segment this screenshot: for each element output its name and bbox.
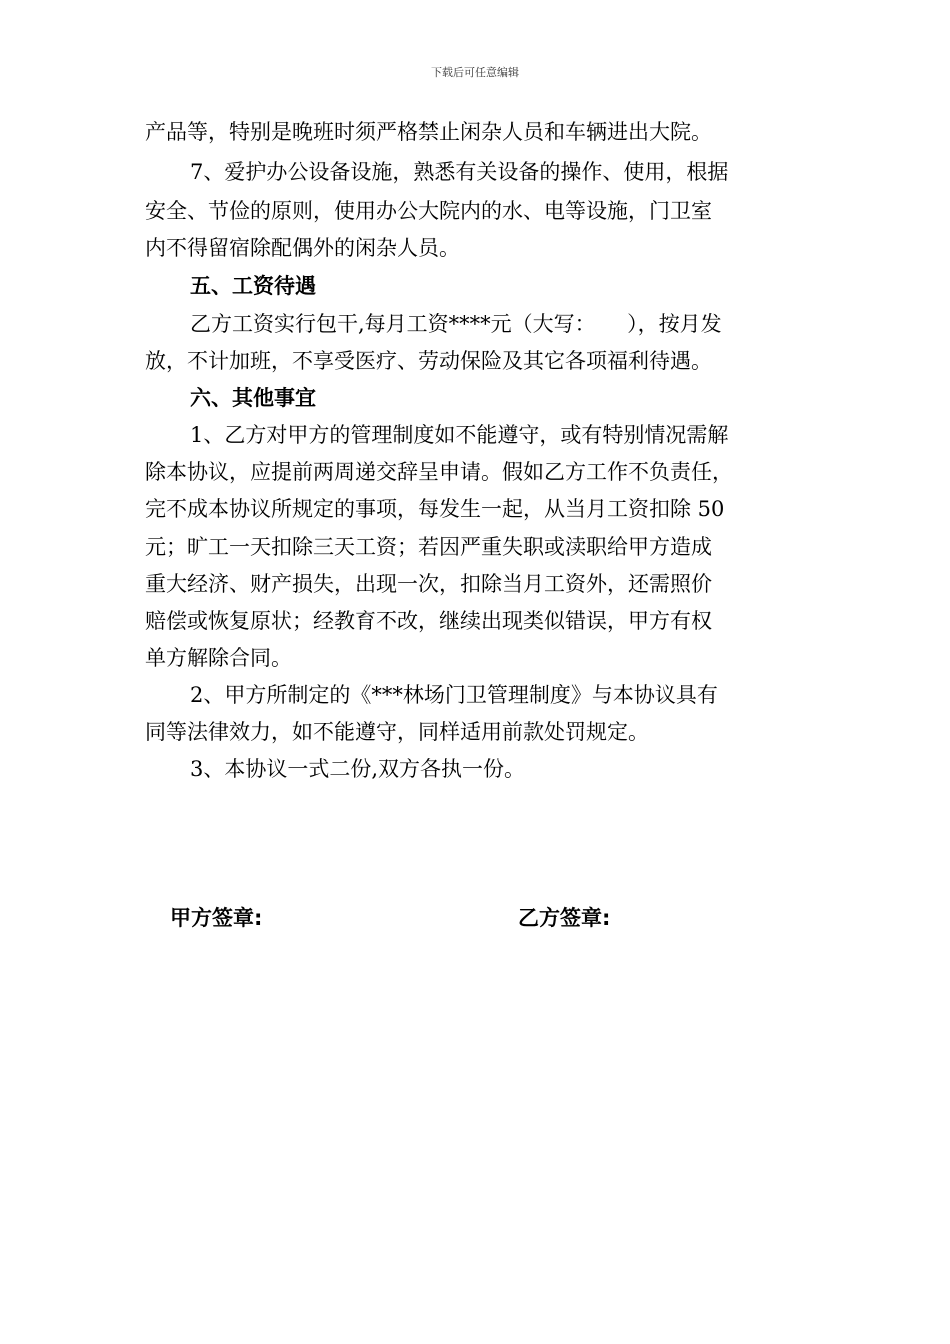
paragraph-line: 单方解除合同。: [145, 646, 292, 670]
paragraph-line: 1、乙方对甲方的管理制度如不能遵守，或有特别情况需解: [190, 423, 729, 447]
paragraph-line: 安全、节俭的原则，使用办公大院内的水、电等设施，门卫室: [145, 199, 712, 223]
paragraph-line: 同等法律效力，如不能遵守，同样适用前款处罚规定。: [145, 720, 649, 744]
page-header: 下载后可任意编辑: [431, 66, 519, 79]
section-heading-salary: 五、工资待遇: [190, 274, 316, 298]
paragraph-line: 放，不计加班，不享受医疗、劳动保险及其它各项福利待遇。: [145, 349, 712, 373]
paragraph-line: 7、爱护办公设备设施，熟悉有关设备的操作、使用，根据: [190, 160, 729, 184]
party-b-signature-label: 乙方签章:: [518, 906, 611, 930]
paragraph-line: 完不成本协议所规定的事项，每发生一起，从当月工资扣除 50: [145, 497, 725, 521]
section-heading-other: 六、其他事宜: [190, 386, 316, 410]
paragraph-line: 2、甲方所制定的《***林场门卫管理制度》与本协议具有: [190, 683, 718, 707]
party-a-signature-label: 甲方签章:: [170, 906, 263, 930]
paragraph-line: 内不得留宿除配偶外的闲杂人员。: [145, 236, 460, 260]
paragraph-line: 重大经济、财产损失，出现一次，扣除当月工资外，还需照价: [145, 572, 712, 596]
paragraph-line: 除本协议，应提前两周递交辞呈申请。假如乙方工作不负责任，: [145, 460, 733, 484]
paragraph-line: 乙方工资实行包干,每月工资****元（大写： ），按月发: [190, 312, 722, 336]
paragraph-line: 赔偿或恢复原状；经教育不改，继续出现类似错误，甲方有权: [145, 609, 712, 633]
paragraph-line: 3、本协议一式二份,双方各执一份。: [190, 757, 526, 781]
paragraph-line: 元；旷工一天扣除三天工资；若因严重失职或渎职给甲方造成: [145, 535, 712, 559]
paragraph-line: 产品等，特别是晚班时须严格禁止闲杂人员和车辆进出大院。: [145, 120, 712, 144]
